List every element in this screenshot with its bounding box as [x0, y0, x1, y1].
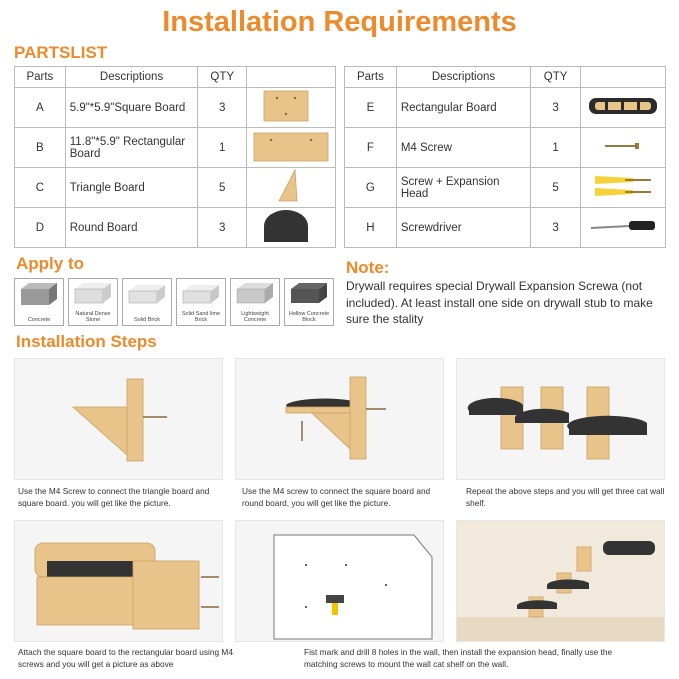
lightweight-block-icon: [231, 279, 279, 309]
material-label: Natural Dense Stone: [75, 311, 111, 323]
hollow-block-icon: [285, 279, 333, 309]
part-qty: 1: [198, 128, 247, 168]
part-letter: F: [345, 128, 397, 168]
partslist-heading: PARTSLIST: [14, 43, 108, 62]
sand-brick-icon: [177, 279, 225, 309]
part-qty: 3: [531, 208, 581, 248]
triangle-board-icon: [251, 168, 321, 204]
part-description: 5.9"*5.9"Square Board: [65, 88, 198, 128]
step-3-caption: Repeat the above steps and you will get three cat wall shelf.: [466, 486, 665, 508]
step-2-image: [235, 358, 444, 480]
expansion-head-icon: [585, 168, 661, 204]
material-solid-brick: [122, 278, 172, 326]
step-1-caption: Use the M4 Screw to connect the triangle board and square board. you will get like the picture.: [18, 486, 210, 508]
wall-drilling-illustration: [236, 521, 443, 641]
part-image-cell: [581, 88, 666, 128]
part-letter: B: [15, 128, 66, 168]
header-descriptions: Descriptions: [65, 67, 198, 88]
step-2-caption: Use the M4 screw to connect the square board and round board, you will get like the picture.: [242, 486, 431, 508]
material-natural-stone: [68, 278, 118, 326]
step-3-image: [456, 358, 665, 480]
parts-table-left: [14, 66, 336, 248]
page-title: Installation Requirements: [162, 6, 517, 38]
square-board-icon: [251, 88, 321, 124]
part-description: Rectangular Board: [396, 88, 530, 128]
part-letter: G: [345, 168, 397, 208]
table-row: [15, 88, 336, 128]
step-5-image: [235, 520, 444, 642]
part-letter: H: [345, 208, 397, 248]
apply-to-heading: Apply to: [16, 254, 84, 273]
screwdriver-icon: [585, 208, 661, 244]
step-5-caption: Fist mark and drill 8 holes in the wall, then install the expansion head, finally use the matching screws to mount the wall cat shelf on the wall.: [304, 647, 613, 669]
material-label: Hollow Concrete Block: [288, 311, 330, 323]
part-qty: 1: [531, 128, 581, 168]
part-description: Screw + Expansion Head: [396, 168, 530, 208]
screw-icon: [585, 128, 661, 164]
padded-board-assembly-illustration: [15, 521, 222, 641]
part-image-cell: [247, 128, 336, 168]
material-label: Solid Brick: [134, 317, 160, 323]
table-row: [345, 88, 666, 128]
header-qty: QTY: [531, 67, 581, 88]
part-description: Screwdriver: [396, 208, 530, 248]
part-image-cell: [581, 128, 666, 168]
part-image-cell: [247, 88, 336, 128]
note-heading: Note:: [346, 258, 390, 277]
part-qty: 5: [198, 168, 247, 208]
part-image-cell: [581, 208, 666, 248]
part-image-cell: [247, 168, 336, 208]
padded-board-icon: [585, 88, 661, 124]
part-description: M4 Screw: [396, 128, 530, 168]
material-label: Solid Sand lime Brick: [181, 311, 221, 323]
part-description: Triangle Board: [65, 168, 198, 208]
header-qty: QTY: [198, 67, 247, 88]
step-4-image: [14, 520, 223, 642]
material-sand-lime-brick: [176, 278, 226, 326]
three-shelves-illustration: [457, 359, 664, 479]
step-4-caption: Attach the square board to the rectangular board using M4 screws and you will get a picture as above: [18, 647, 233, 669]
rectangular-board-icon: [251, 128, 331, 164]
part-letter: D: [15, 208, 66, 248]
table-row: [15, 168, 336, 208]
step-6-image: [456, 520, 665, 642]
part-qty: 3: [198, 88, 247, 128]
parts-table-right: [344, 66, 666, 248]
part-image-cell: [581, 168, 666, 208]
table-row: [345, 128, 666, 168]
header-parts: Parts: [15, 67, 66, 88]
material-label: Lightweight Concrete: [241, 311, 269, 323]
part-description: Round Board: [65, 208, 198, 248]
part-letter: E: [345, 88, 397, 128]
table-header-row: [15, 67, 336, 88]
part-qty: 3: [531, 88, 581, 128]
header-image: [247, 67, 336, 88]
part-qty: 3: [198, 208, 247, 248]
table-row: [15, 208, 336, 248]
header-descriptions: Descriptions: [396, 67, 530, 88]
part-image-cell: [247, 208, 336, 248]
triangle-square-assembly-illustration: [15, 359, 222, 479]
table-row: [15, 128, 336, 168]
note-text: Drywall requires special Drywall Expansion Screwa (not included). At least install one side on drywall stub to make sure the stality: [346, 279, 653, 326]
step-1-image: [14, 358, 223, 480]
part-letter: C: [15, 168, 66, 208]
header-image: [581, 67, 666, 88]
table-header-row: [345, 67, 666, 88]
material-lightweight-concrete: [230, 278, 280, 326]
stone-block-icon: [69, 279, 117, 309]
installation-steps-heading: Installation Steps: [16, 332, 157, 351]
brick-icon: [123, 279, 171, 309]
table-row: [345, 168, 666, 208]
part-description: 11.8"*5.9" Rectangular Board: [65, 128, 198, 168]
round-board-icon: [251, 208, 321, 244]
mounted-shelves-room-illustration: [457, 521, 664, 641]
concrete-block-icon: [15, 279, 63, 309]
part-qty: 5: [531, 168, 581, 208]
table-row: [345, 208, 666, 248]
header-parts: Parts: [345, 67, 397, 88]
material-hollow-block: [284, 278, 334, 326]
part-letter: A: [15, 88, 66, 128]
round-square-assembly-illustration: [236, 359, 443, 479]
material-concrete: [14, 278, 64, 326]
material-label: Concrete: [27, 317, 51, 323]
